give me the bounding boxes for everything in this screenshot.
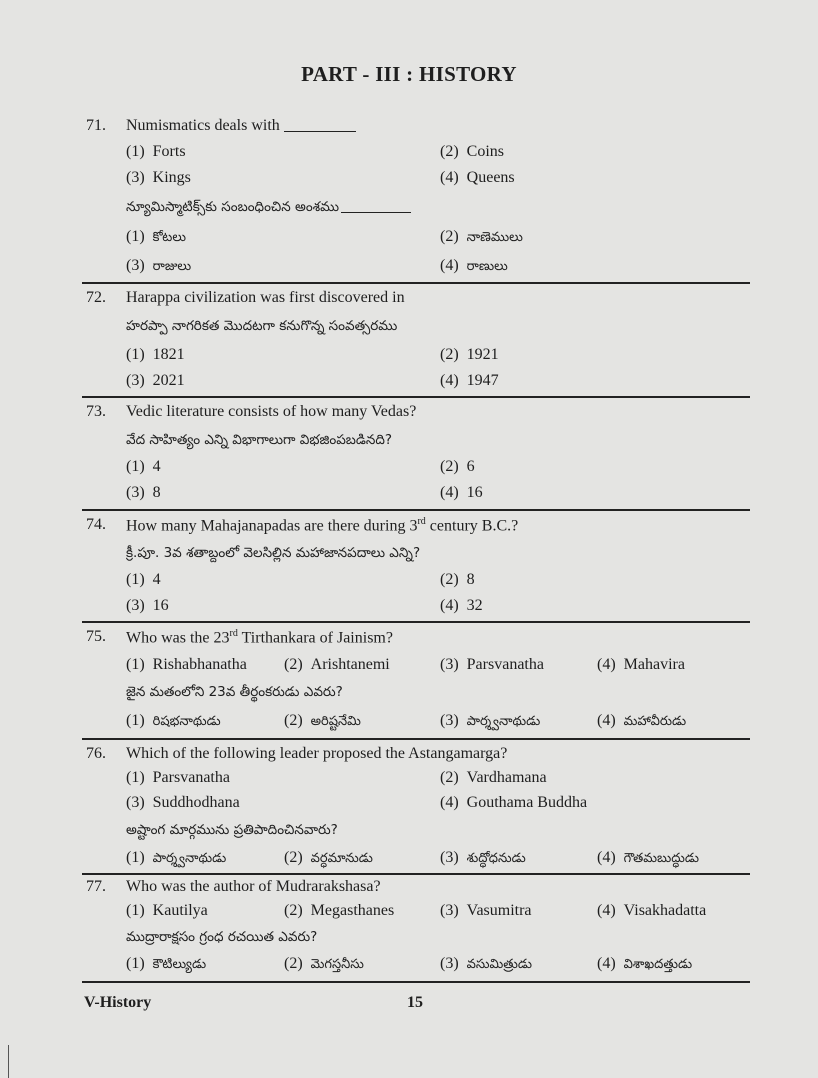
- option-3-telugu: (3) పార్శ్వనాథుడు: [440, 712, 541, 729]
- option-2: (2) 6: [440, 458, 475, 475]
- question-text: Which of the following leader proposed the Astangamarga?: [126, 745, 508, 762]
- option-3-telugu: (3) వసుమిత్రుడు: [440, 955, 533, 972]
- option-1: (1) Kautilya: [126, 902, 208, 919]
- option-2: (2) Coins: [440, 143, 504, 160]
- option-2-telugu: (2) అరిష్టనేమి: [284, 712, 361, 729]
- page-number: 15: [407, 994, 423, 1011]
- question-number: 72.: [86, 289, 106, 306]
- option-1-telugu: (1) రిషభనాథుడు: [126, 712, 221, 729]
- option-3-telugu: (3) శుద్ధోధనుడు: [440, 849, 526, 866]
- question-number: 75.: [86, 628, 106, 645]
- footer-label: V-History: [84, 994, 152, 1011]
- question-number: 74.: [86, 516, 106, 533]
- option-3: (3) Suddhodhana: [126, 794, 240, 811]
- option-3: (3) Parsvanatha: [440, 656, 544, 673]
- option-4-telugu: (4) రాణులు: [440, 257, 508, 274]
- option-2: (2) 1921: [440, 346, 499, 363]
- option-2: (2) Arishtanemi: [284, 656, 390, 673]
- question-text: Vedic literature consists of how many Vedas?: [126, 403, 417, 420]
- divider: [82, 738, 750, 740]
- option-2: (2) 8: [440, 571, 475, 588]
- option-1: (1) Rishabhanatha: [126, 656, 247, 673]
- option-3: (3) 16: [126, 597, 169, 614]
- option-4-telugu: (4) గౌతమబుద్ధుడు: [597, 849, 700, 866]
- option-4: (4) Mahavira: [597, 656, 685, 673]
- option-2-telugu: (2) మెగస్తనీసు: [284, 955, 364, 972]
- option-3: (3) 8: [126, 484, 161, 501]
- divider: [82, 981, 750, 983]
- option-2-telugu: (2) నాణెములు: [440, 228, 523, 245]
- divider: [82, 621, 750, 623]
- option-1: (1) 4: [126, 571, 161, 588]
- option-3-telugu: (3) రాజులు: [126, 257, 192, 274]
- option-1: (1) Forts: [126, 143, 186, 160]
- option-3: (3) 2021: [126, 372, 185, 389]
- option-3: (3) Vasumitra: [440, 902, 532, 919]
- answer-blank: [341, 212, 411, 213]
- answer-blank: [284, 131, 356, 132]
- option-4: (4) Queens: [440, 169, 515, 186]
- option-4-telugu: (4) విశాఖదత్తుడు: [597, 955, 693, 972]
- option-1: (1) 1821: [126, 346, 185, 363]
- question-text: Harappa civilization was first discovered in: [126, 289, 405, 306]
- question-text-telugu: జైన మతంలోని 23వ తీర్థంకరుడు ఎవరు?: [126, 684, 343, 700]
- question-text: How many Mahajanapadas are there during 3rd century B.C.?: [126, 516, 519, 535]
- option-4-telugu: (4) మహావీరుడు: [597, 712, 687, 729]
- option-1-telugu: (1) కౌటిల్యుడు: [126, 955, 207, 972]
- option-4: (4) 16: [440, 484, 483, 501]
- question-number: 73.: [86, 403, 106, 420]
- option-1-telugu: (1) పార్శ్వనాథుడు: [126, 849, 227, 866]
- option-1-telugu: (1) కోటలు: [126, 228, 187, 245]
- scan-edge: [8, 1045, 9, 1078]
- question-text-telugu: వేద సాహిత్యం ఎన్ని విభాగాలుగా విభజింపబడినది?: [126, 432, 393, 448]
- question-number: 77.: [86, 878, 106, 895]
- option-4: (4) 32: [440, 597, 483, 614]
- question-text: Who was the author of Mudrarakshasa?: [126, 878, 381, 895]
- option-2: (2) Megasthanes: [284, 902, 395, 919]
- question-number: 71.: [86, 117, 106, 134]
- option-4: (4) 1947: [440, 372, 499, 389]
- question-text: Numismatics deals with: [126, 117, 356, 135]
- option-2: (2) Vardhamana: [440, 769, 547, 786]
- divider: [82, 873, 750, 875]
- option-1: (1) Parsvanatha: [126, 769, 230, 786]
- option-4: (4) Gouthama Buddha: [440, 794, 588, 811]
- option-1: (1) 4: [126, 458, 161, 475]
- page-title: PART - III : HISTORY: [301, 62, 517, 86]
- question-text: Who was the 23rd Tirthankara of Jainism?: [126, 628, 393, 647]
- option-4: (4) Visakhadatta: [597, 902, 707, 919]
- divider: [82, 396, 750, 398]
- question-text-telugu: హరప్పా నాగరికత మొదటగా కనుగొన్న సంవత్సరము: [126, 318, 398, 334]
- question-number: 76.: [86, 745, 106, 762]
- divider: [82, 282, 750, 284]
- option-3: (3) Kings: [126, 169, 191, 186]
- question-text-telugu: ముద్రారాక్షసం గ్రంధ రచయిత ఎవరు?: [126, 929, 318, 945]
- divider: [82, 509, 750, 511]
- option-2-telugu: (2) వర్ధమానుడు: [284, 849, 373, 866]
- question-text-telugu: అష్టాంగ మార్గమును ప్రతిపాదించినవారు?: [126, 822, 338, 838]
- question-text-telugu: న్యూమిస్మాటిక్స్‌కు సంబంధించిన అంశము: [126, 199, 411, 218]
- question-text-telugu: క్రీ.పూ. 3వ శతాబ్దంలో వెలసిల్లిన మహాజానపదాలు ఎన్ని?: [126, 545, 421, 561]
